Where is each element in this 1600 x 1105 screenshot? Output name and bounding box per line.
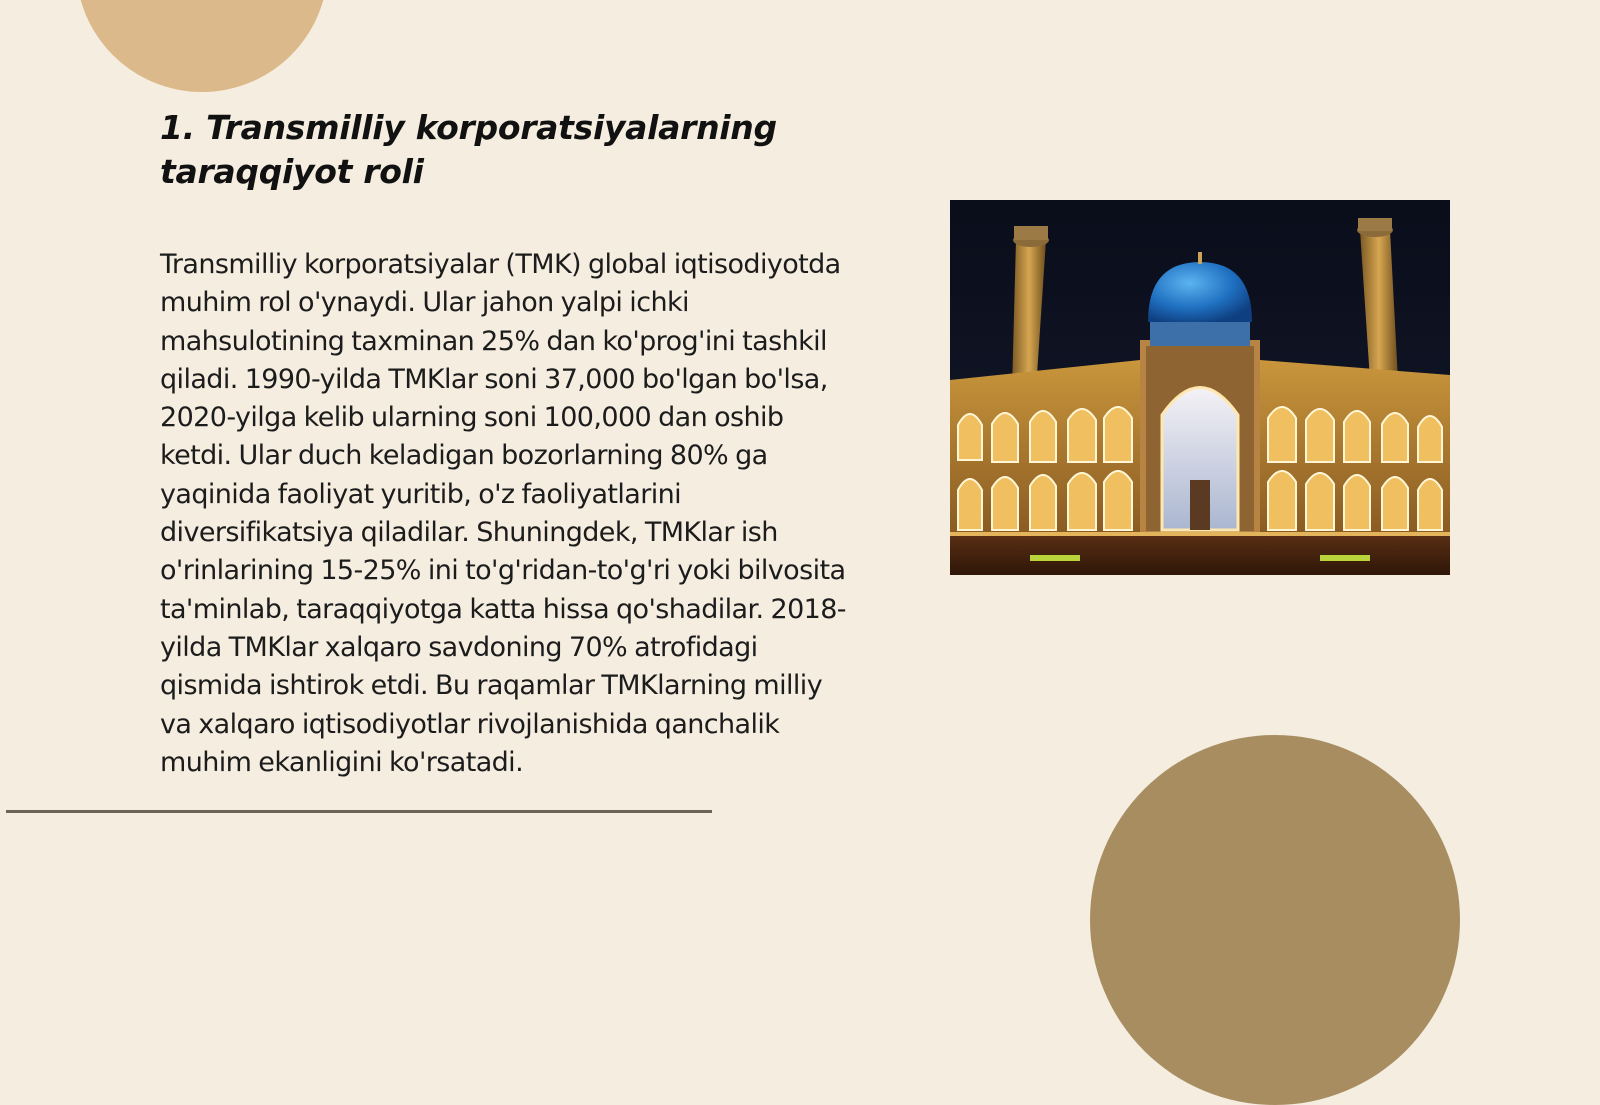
slide-title: 1. Transmilliy korporatsiyalarning taraqqiyot roli [160, 108, 777, 191]
dome-drum [1150, 318, 1250, 346]
decorative-circle-top [76, 0, 328, 92]
horizontal-divider [6, 810, 712, 813]
ground [950, 535, 1450, 575]
decorative-circle-bottom [1090, 735, 1460, 1105]
mausoleum-photo [950, 200, 1450, 575]
slide-body-text: Transmilliy korporatsiyalar (TMK) global iqtisodiyotda muhim rol o'ynaydi. Ular jahon yalpi ichki mahsulotining taxminan 25% dan ko'prog'ini tashkil qiladi. 1990-yilda TMKlar soni 37,000 bo'lgan bo'lsa, 2020-yilga kelib ularning soni 100,000 dan oshib ketdi. Ular duch keladigan bozorlarning 80% ga yaqinida faoliyat yuritib, o'z faoliyatlarini diversifikatsiya qiladilar. Shuningdek, TMKlar ish o'rinlarining 15-25% ini to'g'ridan-to'g'ri yoki bilvosita ta'minlab, taraqqiyotga katta hissa qo'shadilar. 2018-yilda TMKlar xalqaro savdoning 70% atrofidagi qismida ishtirok etdi. Bu raqamlar TMKlarning milliy va xalqaro iqtisodiyotlar rivojlanishida qanchalik muhim ekanligini ko'rsatadi. [160, 249, 846, 778]
